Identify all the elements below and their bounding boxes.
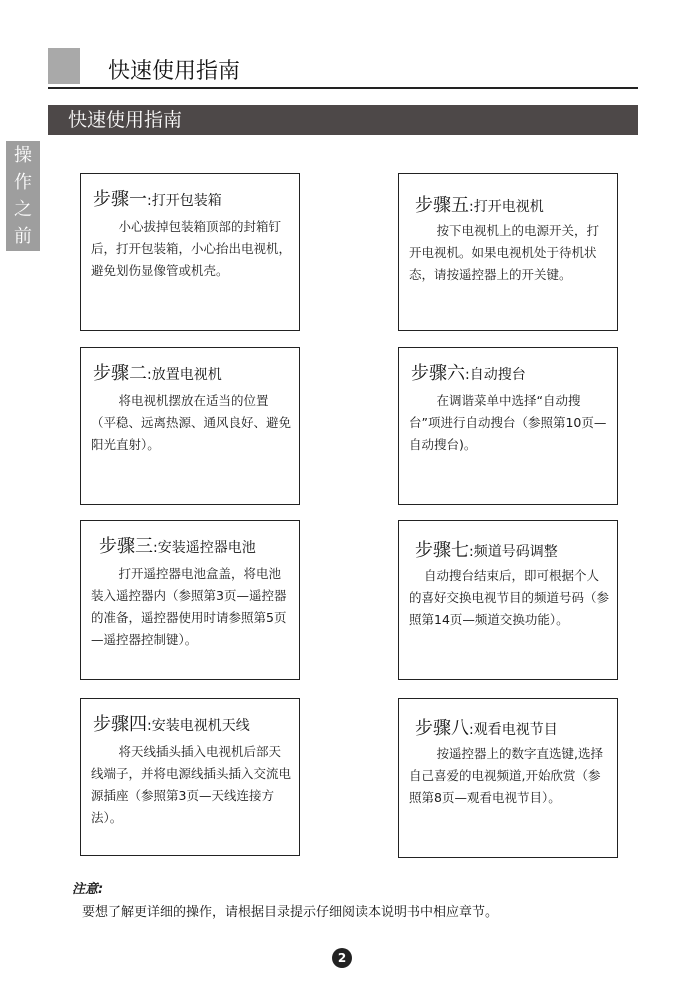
side-tab-char: 之 bbox=[14, 199, 32, 220]
step-6-body: 在调谐菜单中选择“自动搜台”项进行自动搜台（参照第10页—自动搜台)。 bbox=[409, 393, 607, 452]
side-tab-char: 前 bbox=[14, 226, 32, 247]
section-banner-title: 快速使用指南 bbox=[68, 109, 183, 131]
section-banner bbox=[48, 105, 638, 135]
step-3-body: 打开遥控器电池盒盖，将电池装入遥控器内（参照第3页—遥控器的准备，遥控器使用时请参照第5页—遥控器控制键）。 bbox=[91, 566, 287, 647]
note-text: 要想了解更详细的操作，请根据目录提示仔细阅读本说明书中相应章节。 bbox=[82, 905, 499, 920]
step-2-title: :放置电视机 bbox=[147, 367, 222, 383]
step-8-box bbox=[398, 698, 618, 858]
step-4-label: 步骤四 bbox=[93, 714, 147, 735]
step-7-label: 步骤七 bbox=[415, 540, 469, 561]
page-header-title: 快速使用指南 bbox=[108, 59, 241, 84]
step-1-box bbox=[80, 173, 300, 331]
step-3-label: 步骤三 bbox=[99, 536, 153, 557]
step-7-title: :频道号码调整 bbox=[469, 544, 558, 560]
step-4-title: :安装电视机天线 bbox=[147, 718, 250, 734]
step-6-label: 步骤六 bbox=[411, 363, 465, 384]
header-decoration bbox=[48, 48, 80, 84]
side-tab-char: 作 bbox=[14, 172, 32, 193]
step-1-title: :打开包装箱 bbox=[147, 193, 222, 209]
step-3-box bbox=[80, 520, 300, 680]
header-divider bbox=[48, 87, 638, 89]
step-8-body: 按遥控器上的数字直选键,选择自己喜爱的电视频道,开始欣赏（参照第8页—观看电视节目）。 bbox=[409, 746, 603, 805]
step-7-box bbox=[398, 520, 618, 680]
step-6-box bbox=[398, 347, 618, 505]
step-8-title: :观看电视节目 bbox=[469, 722, 558, 738]
step-4-box bbox=[80, 698, 300, 856]
note-label: 注意: bbox=[72, 882, 104, 897]
step-2-body: 将电视机摆放在适当的位置（平稳、远离热源、通风良好、避免阳光直射）。 bbox=[91, 393, 292, 452]
step-6-title: :自动搜台 bbox=[465, 367, 526, 383]
side-tab-char: 操 bbox=[14, 145, 32, 166]
page-number: 2 bbox=[332, 948, 352, 968]
step-8-label: 步骤八 bbox=[415, 718, 469, 739]
step-1-label: 步骤一 bbox=[93, 189, 147, 210]
step-5-label: 步骤五 bbox=[415, 195, 469, 216]
step-5-title: :打开电视机 bbox=[469, 199, 544, 215]
side-tab bbox=[6, 141, 40, 251]
step-3-title: :安装遥控器电池 bbox=[153, 540, 256, 556]
step-1-body: 小心拔掉包装箱顶部的封箱钉后，打开包装箱，小心抬出电视机，避免划伤显像管或机壳。 bbox=[91, 219, 292, 278]
step-4-body: 将天线插头插入电视机后部天线端子，并将电源线插头插入交流电源插座（参照第3页—天线连接方法）。 bbox=[91, 744, 292, 825]
step-5-body: 按下电视机上的电源开关，打开电视机。如果电视机处于待机状态，请按遥控器上的开关键。 bbox=[409, 223, 600, 282]
step-5-box bbox=[398, 173, 618, 331]
step-2-label: 步骤二 bbox=[93, 363, 147, 384]
step-2-box bbox=[80, 347, 300, 505]
step-7-body: 自动搜台结束后，即可根据个人的喜好交换电视节目的频道号码（参照第14页—频道交换功能）。 bbox=[409, 568, 610, 627]
